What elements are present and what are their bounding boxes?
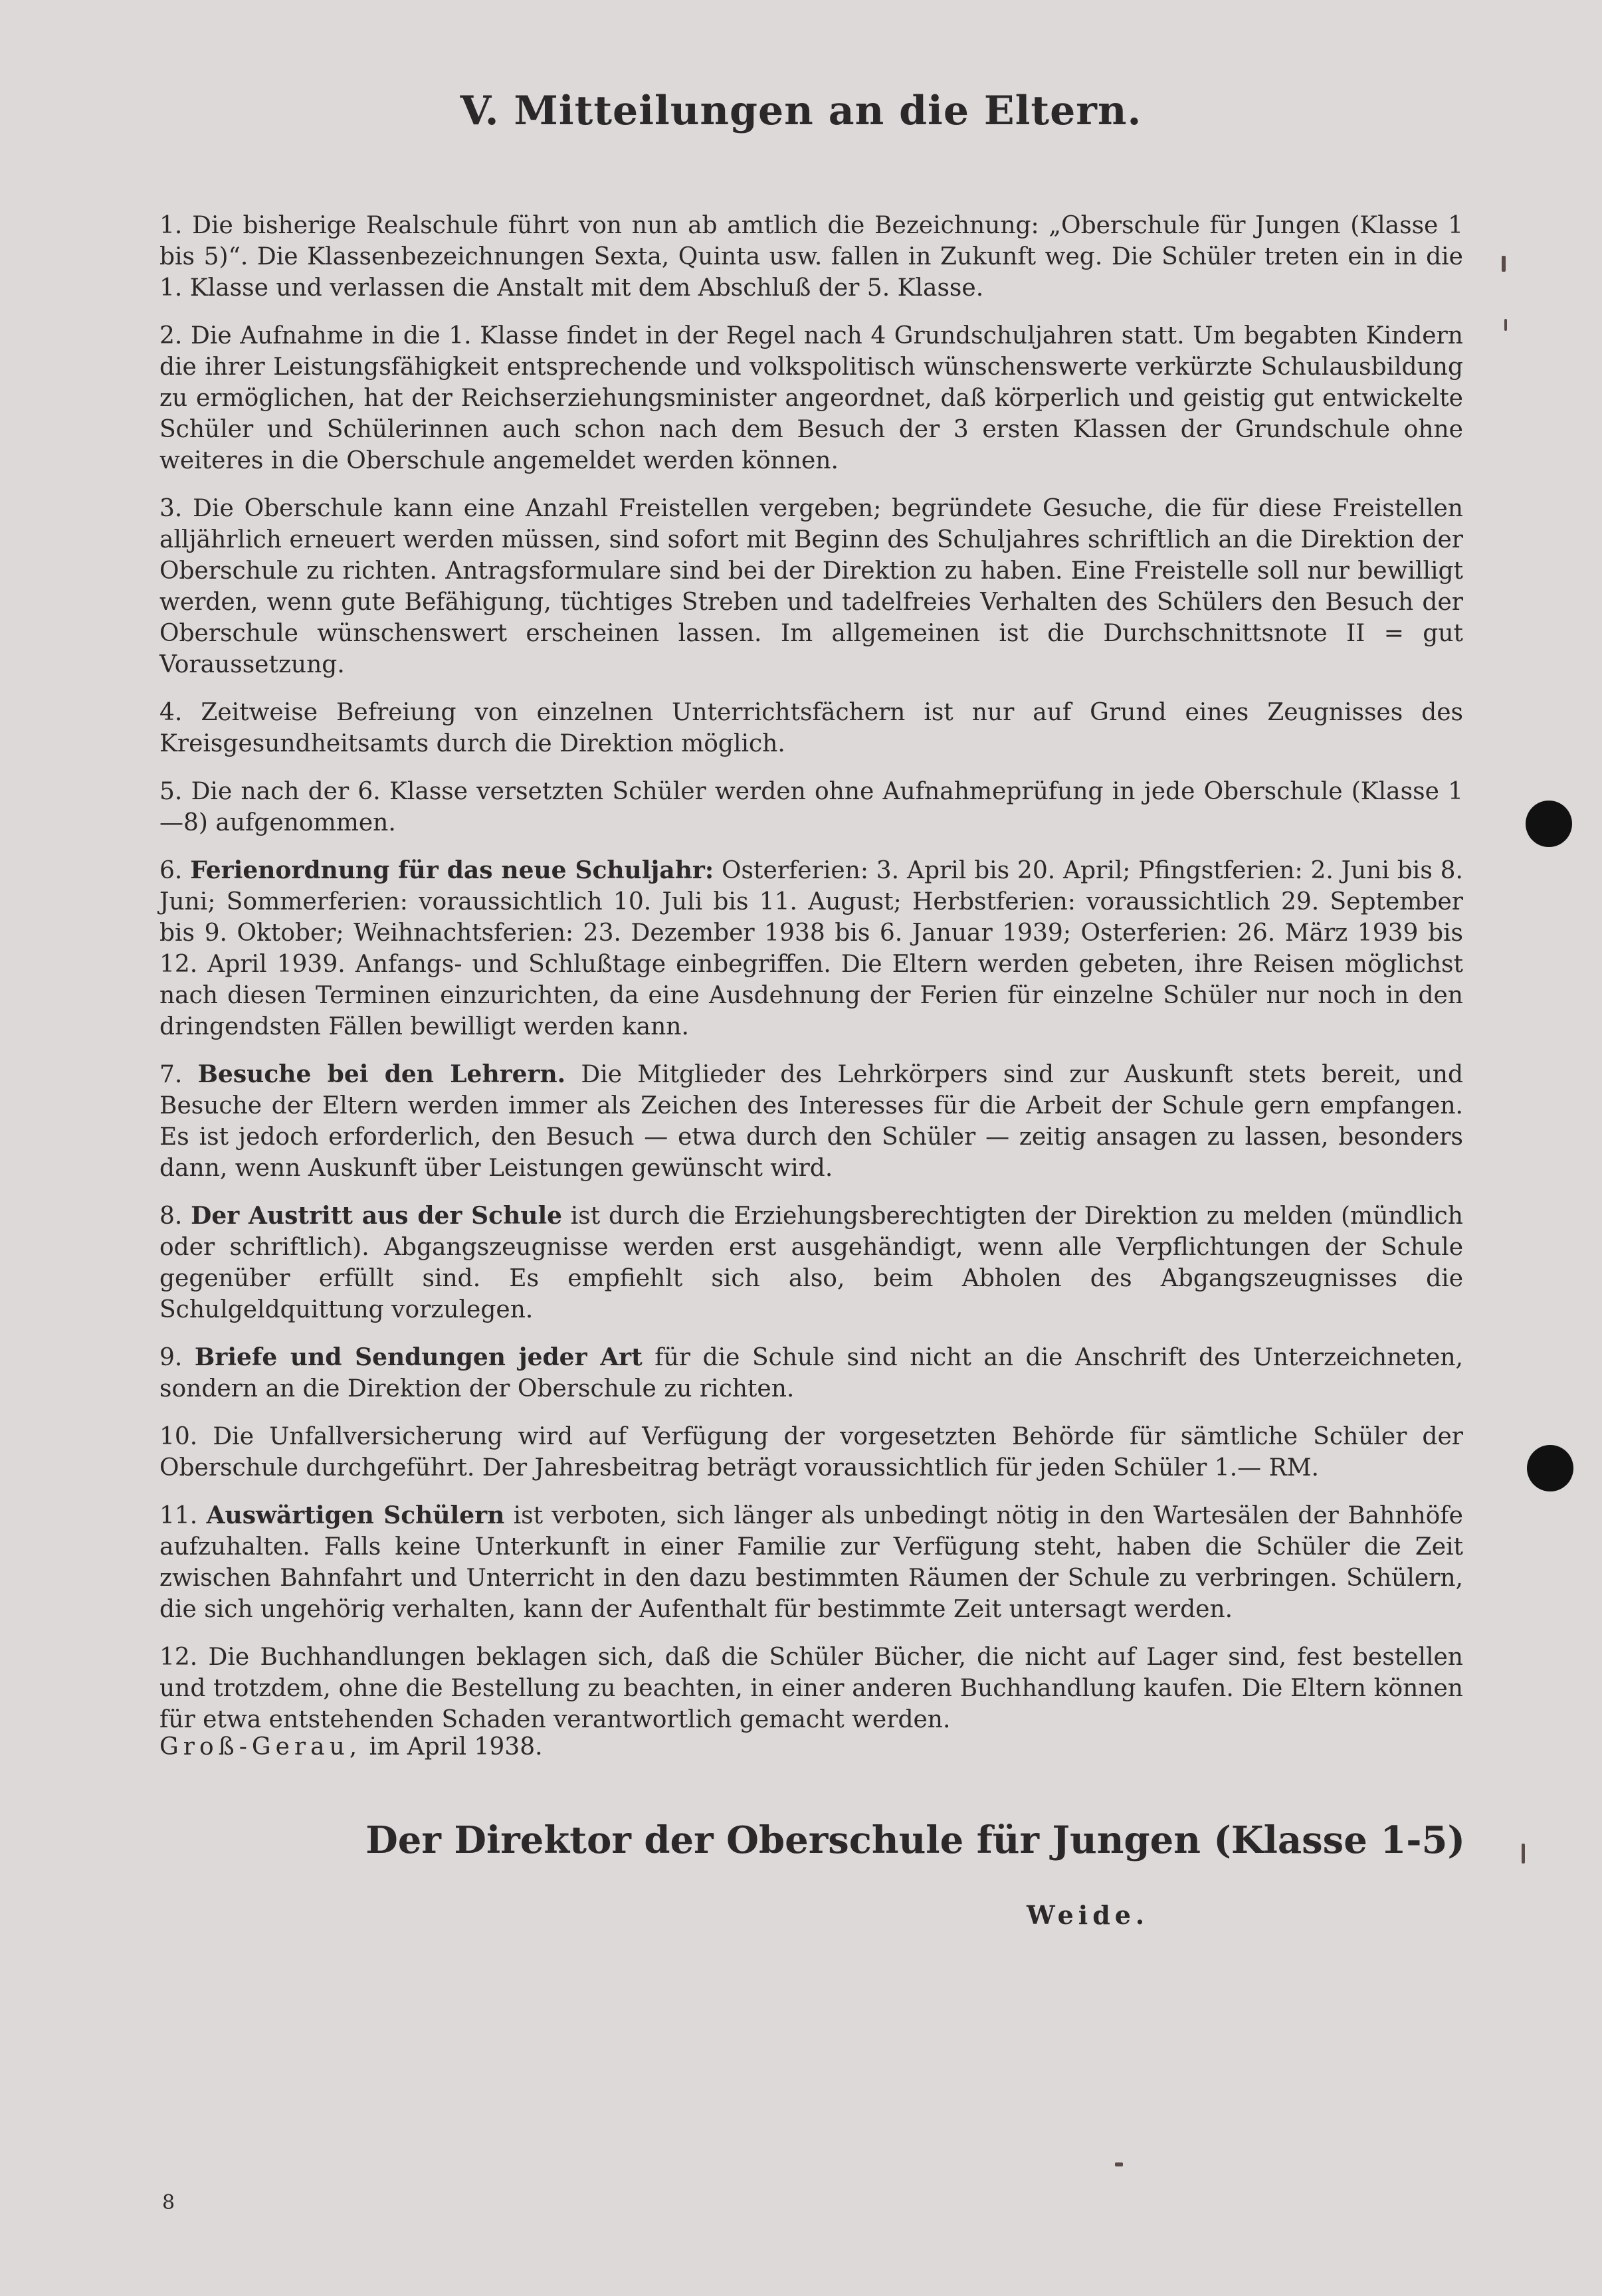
dateline: [159, 1731, 543, 1764]
page-title: V. Mitteilungen an die Eltern.: [460, 88, 1142, 134]
list-item: 7. Besuche bei den Lehrern. Die Mitglieder des Lehrkörpers sind zur Auskunft stets bereit, und Besuche der Eltern werden immer als Zeichen des Interesses für die Arbeit der Schule gern empfangen. Es ist jedoch erforderlich, den Besuch — etwa durch den Schüler — zeitig ansagen zu lassen, besonders dann, wenn Auskunft über Leistungen gewünscht wird.: [159, 1060, 1464, 1182]
paper-mark: [1522, 1844, 1525, 1864]
list-item: 1. Die bisherige Realschule führt von nun ab amtlich die Bezeichnung: „Oberschule für Jungen (Klasse 1 bis 5)“. Die Klassenbezeichnungen Sexta, Quinta usw. fallen in Zukunft weg. Die Schüler treten ein in die 1. Klasse und verlassen die Anstalt mit dem Abschluß der 5. Klasse.: [159, 212, 1463, 302]
list-item: 11. Auswärtigen Schülern ist verboten, sich länger als unbedingt nötig in den Wartesälen der Bahnhöfe aufzuhalten. Falls keine Unterkunft in einer Familie zur Verfügung steht, haben die Schüler die Zeit zwischen Bahnfahrt und Unterricht in den dazu bestimmten Räumen der Schule zu verbringen. Schülern, die sich ungehörig verhalten, kann der Aufenthalt für bestimmte Zeit untersagt werden.: [159, 1501, 1463, 1623]
list-item: 2. Die Aufnahme in die 1. Klasse findet in der Regel nach 4 Grundschuljahren statt. Um begabten Kindern die ihrer Leistungsfähigkeit entsprechende und volkspolitisch wünschenswerte verkürzte Schulausbildung zu ermöglichen, hat der Reichserziehungsminister angeordnet, daß körperlich und geistig gut entwickelte Schüler und Schülerinnen auch schon nach dem Besuch der 3 ersten Klassen der Grundschule ohne weiteres in die Oberschule angemeldet werden können.: [159, 322, 1463, 474]
paper-mark: [1115, 2162, 1123, 2166]
paper-mark: [1502, 256, 1506, 272]
list-item: 3. Die Oberschule kann eine Anzahl Freistellen vergeben; begründete Gesuche, die für diese Freistellen alljährlich erneuert werden müssen, sind sofort mit Beginn des Schuljahres schriftlich an die Direktion der Oberschule zu richten. Antragsformulare sind bei der Direktion zu haben. Eine Freistelle soll nur bewilligt werden, wenn gute Befähigung, tüchtiges Streben und tadelfreies Verhalten des Schülers den Besuch der Oberschule wünschenswert erscheinen lassen. Im allgemeinen ist die Durchschnittsnote II = gut Voraussetzung.: [159, 495, 1463, 678]
punch-hole: [1527, 1445, 1573, 1491]
paper-mark: [1504, 319, 1507, 331]
announcement-list: [159, 210, 1463, 1752]
signature-name: Weide.: [1027, 1900, 1150, 1930]
list-item: 4. Zeitweise Befreiung von einzelnen Unterrichtsfächern ist nur auf Grund eines Zeugnisses des Kreisgesundheitsamts durch die Direktion möglich.: [159, 699, 1463, 757]
list-item: 12. Die Buchhandlungen beklagen sich, daß die Schüler Bücher, die nicht auf Lager sind, fest bestellen und trotzdem, ohne die Bestellung zu beachten, in einer anderen Buchhandlung kaufen. Die Eltern können für etwa entstehenden Schaden verantwortlich gemacht werden.: [159, 1644, 1463, 1733]
punch-hole: [1526, 801, 1572, 847]
list-item: 6. Ferienordnung für das neue Schuljahr: Osterferien: 3. April bis 20. April; Pfingstferien: 2. Juni bis 8. Juni; Sommerferien: voraussichtlich 10. Juli bis 11. August; Herbstferien: voraussichtlich 29. September bis 9. Oktober; Weihnachtsferien: 23. Dezember 1938 bis 6. Januar 1939; Osterferien: 26. März 1939 bis 12. April 1939. Anfangs- und Schlußtage einbegriffen. Die Eltern werden gebeten, ihre Reisen möglichst nach diesen Terminen einzurichten, da eine Ausdehnung der Ferien für einzelne Schüler nur noch in den dringendsten Fällen bewilligt werden kann.: [159, 856, 1463, 1040]
list-item: 9. Briefe und Sendungen jeder Art für die Schule sind nicht an die Anschrift des Unterzeichneten, sondern an die Direktion der Oberschule zu richten.: [159, 1343, 1463, 1402]
list-item: 10. Die Unfallversicherung wird auf Verfügung der vorgesetzten Behörde für sämtliche Schüler der Oberschule durchgeführt. Der Jahresbeitrag beträgt voraussichtlich für jeden Schüler 1.— RM.: [159, 1423, 1463, 1482]
list-item: 8. Der Austritt aus der Schule ist durch die Erziehungsberechtigten der Direktion zu melden (mündlich oder schriftlich). Abgangszeugnisse werden erst ausgehändigt, wenn alle Verpflichtungen der Schule gegenüber erfüllt sind. Es empfiehlt sich also, beim Abholen des Abgangszeugnisses die Schulgeldquittung vorzulegen.: [159, 1202, 1463, 1323]
place: Groß-Gerau,: [159, 1733, 362, 1761]
page-number: 8: [162, 2191, 175, 2214]
list-item: 5. Die nach der 6. Klasse versetzten Schüler werden ohne Aufnahmeprüfung in jede Oberschule (Klasse 1—8) aufgenommen.: [159, 778, 1463, 836]
signature-title: Der Direktor der Oberschule für Jungen (Klasse 1-5): [365, 1818, 1465, 1862]
date: im April 1938.: [369, 1733, 543, 1761]
